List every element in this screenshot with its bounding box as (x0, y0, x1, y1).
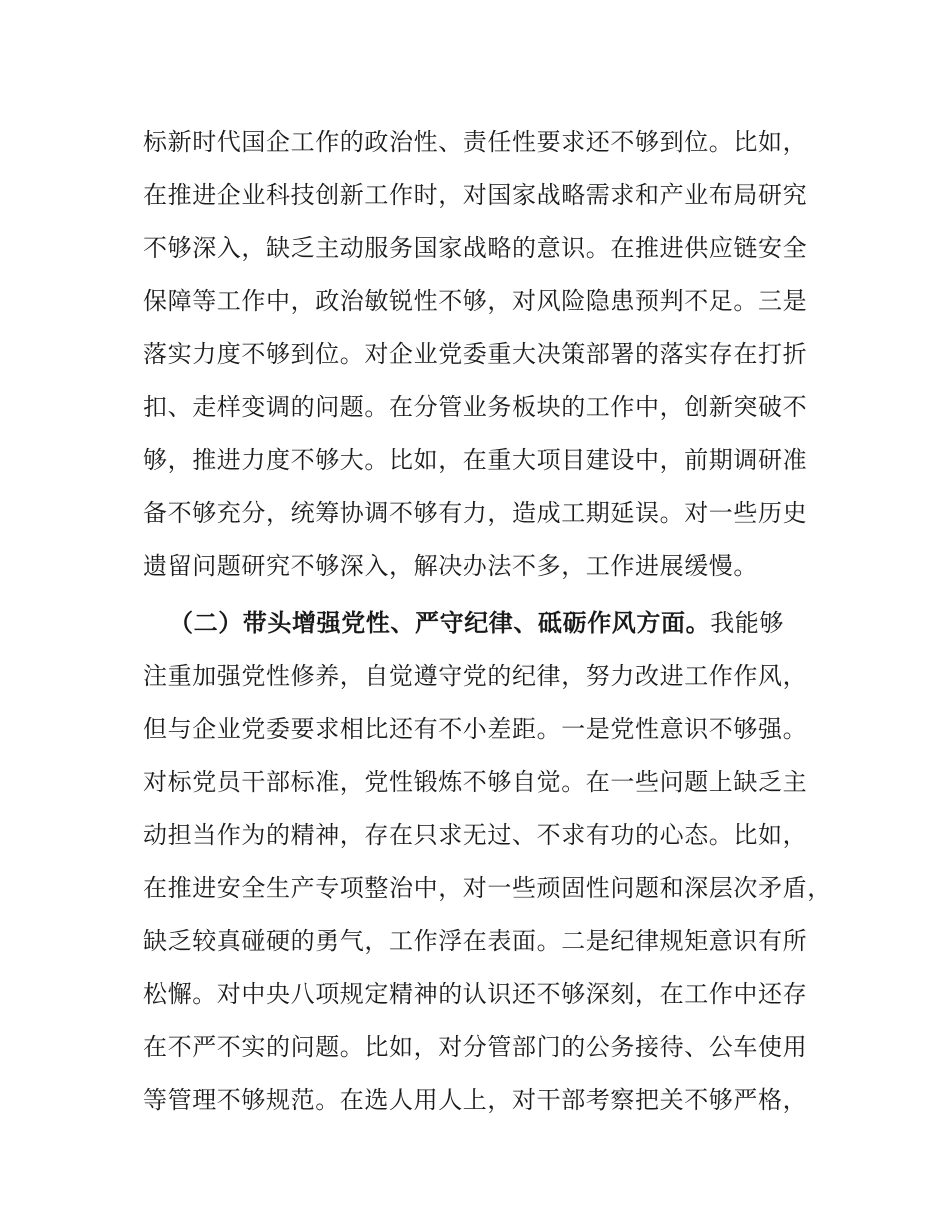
paragraph-line: 动担当作为的精神，存在只求无过、不求有功的心态。比如， (143, 821, 808, 849)
paragraph-line: 在不严不实的问题。比如，对分管部门的公务接待、公车使用 (143, 1033, 808, 1061)
paragraph-line: 对标党员干部标准，党性锻炼不够自觉。在一些问题上缺乏主 (143, 768, 808, 796)
paragraph-line: 够，推进力度不够大。比如，在重大项目建设中，前期调研准 (143, 446, 808, 474)
section-heading-tail: 我能够 (710, 609, 785, 637)
paragraph-line: 落实力度不够到位。对企业党委重大决策部署的落实存在打折 (143, 340, 808, 368)
paragraph-line: 等管理不够规范。在选人用人上，对干部考察把关不够严格， (143, 1086, 808, 1114)
paragraph-line: 注重加强党性修养，自觉遵守党的纪律，努力改进工作作风， (143, 662, 808, 690)
paragraph-line: 备不够充分，统筹协调不够有力，造成工期延误。对一些历史 (143, 499, 808, 527)
paragraph-line: 扣、走样变调的问题。在分管业务板块的工作中，创新突破不 (143, 393, 808, 421)
paragraph-line: 在推进企业科技创新工作时，对国家战略需求和产业布局研究 (143, 181, 808, 209)
paragraph-line: 但与企业党委要求相比还有不小差距。一是党性意识不够强。 (143, 715, 808, 743)
paragraph-line: 在推进安全生产专项整治中，对一些顽固性问题和深层次矛盾， (143, 874, 832, 902)
paragraph-line: 缺乏较真碰硬的勇气，工作浮在表面。二是纪律规矩意识有所 (143, 927, 808, 955)
paragraph-line: 保障等工作中，政治敏锐性不够，对风险隐患预判不足。三是 (143, 287, 808, 315)
paragraph-line: 标新时代国企工作的政治性、责任性要求还不够到位。比如， (143, 128, 808, 156)
section-heading: （二）带头增强党性、严守纪律、砥砺作风方面。 (169, 609, 711, 637)
paragraph-line: 遗留问题研究不够深入，解决办法不多，工作进展缓慢。 (143, 552, 758, 580)
paragraph-line: 松懈。对中央八项规定精神的认识还不够深刻，在工作中还存 (143, 980, 808, 1008)
paragraph-line: 不够深入，缺乏主动服务国家战略的意识。在推进供应链安全 (143, 234, 808, 262)
section-heading-line (169, 603, 784, 643)
